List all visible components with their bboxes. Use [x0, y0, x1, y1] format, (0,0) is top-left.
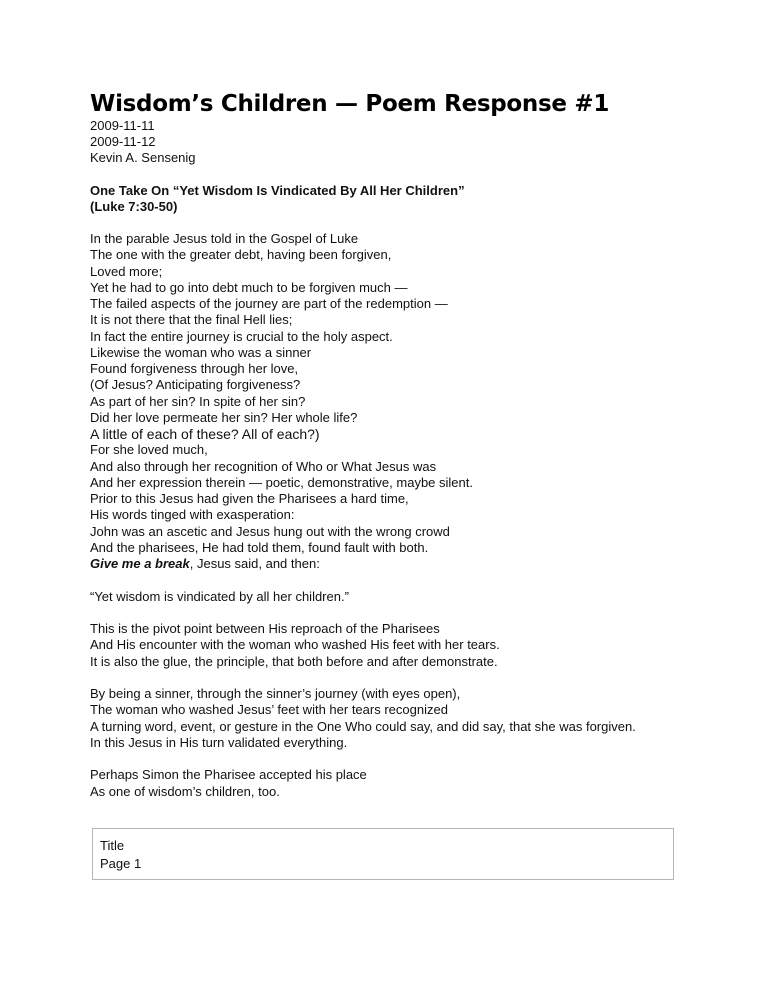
poem-line: Did her love permeate her sin? Her whole life? — [90, 409, 358, 425]
poem-line: The one with the greater debt, having been forgiven, — [90, 247, 392, 263]
poem-line: For she loved much, — [90, 442, 208, 458]
poem-line: The failed aspects of the journey are part of the redemption — — [90, 296, 448, 311]
page-number: Page 1 — [100, 856, 142, 871]
footer-title-label: Title — [100, 838, 125, 853]
poem-line: A little of each of these? All of each?) — [90, 426, 320, 442]
poem-line: Perhaps Simon the Pharisee accepted his place — [90, 767, 367, 783]
poem-line: And the pharisees, He had told them, found fault with both. — [90, 539, 429, 555]
document-title: Wisdom’s Children — Poem Response #1 — [90, 91, 610, 117]
poem-line: Loved more; — [90, 263, 163, 279]
poem-line: It is also the glue, the principle, that both before and after demonstrate. — [90, 653, 498, 669]
poem-body — [90, 231, 636, 800]
poem-line: Likewise the woman who was a sinner — [90, 344, 312, 360]
author-name: Kevin A. Sensenig — [90, 150, 196, 165]
poem-line-break — [90, 556, 636, 572]
date-modified: 2009-11-12 — [90, 134, 156, 149]
stanza-spacer — [90, 751, 636, 767]
poem-line: Yet he had to go into debt much to be forgiven much — — [90, 279, 408, 295]
poem-line: And His encounter with the woman who washed His feet with her tears. — [90, 637, 500, 653]
poem-line: It is not there that the final Hell lies; — [90, 312, 293, 328]
poem-line: (Of Jesus? Anticipating forgiveness? — [90, 377, 301, 393]
stanza-spacer — [90, 605, 636, 621]
document-meta — [90, 118, 196, 166]
poem-line: As one of wisdom’s children, too. — [90, 783, 280, 799]
poem-line-rest: , Jesus said, and then: — [189, 556, 320, 571]
scripture-reference: (Luke 7:30-50) — [90, 199, 178, 214]
stanza-spacer — [90, 572, 636, 588]
poem-line: Prior to this Jesus had given the Pharisees a hard time, — [90, 491, 409, 506]
stanza-spacer — [90, 670, 636, 686]
page-footer-box — [92, 828, 674, 880]
poem-line: And her expression therein — poetic, demonstrative, maybe silent. — [90, 474, 473, 490]
date-created: 2009-11-11 — [90, 118, 155, 133]
poem-quote: “Yet wisdom is vindicated by all her children.” — [90, 588, 349, 604]
poem-line: His words tinged with exasperation: — [90, 507, 295, 523]
poem-line: John was an ascetic and Jesus hung out with the wrong crowd — [90, 523, 450, 539]
poem-line: Found forgiveness through her love, — [90, 361, 299, 376]
poem-line: A turning word, event, or gesture in the One Who could say, and did say, that she was forgiven. — [90, 718, 636, 734]
poem-line: And also through her recognition of Who or What Jesus was — [90, 458, 437, 474]
poem-line: In this Jesus in His turn validated everything. — [90, 734, 348, 750]
poem-line: In fact the entire journey is crucial to the holy aspect. — [90, 328, 393, 344]
poem-line: By being a sinner, through the sinner’s journey (with eyes open), — [90, 686, 461, 701]
subtitle-line: One Take On “Yet Wisdom Is Vindicated By All Her Children” — [90, 183, 465, 198]
poem-line: The woman who washed Jesus’ feet with her tears recognized — [90, 702, 448, 718]
poem-line: As part of her sin? In spite of her sin? — [90, 393, 306, 409]
emphasis-text: Give me a break — [90, 556, 190, 571]
poem-subtitle — [90, 183, 465, 215]
poem-line: In the parable Jesus told in the Gospel of Luke — [90, 231, 359, 246]
poem-line: This is the pivot point between His reproach of the Pharisees — [90, 621, 440, 636]
